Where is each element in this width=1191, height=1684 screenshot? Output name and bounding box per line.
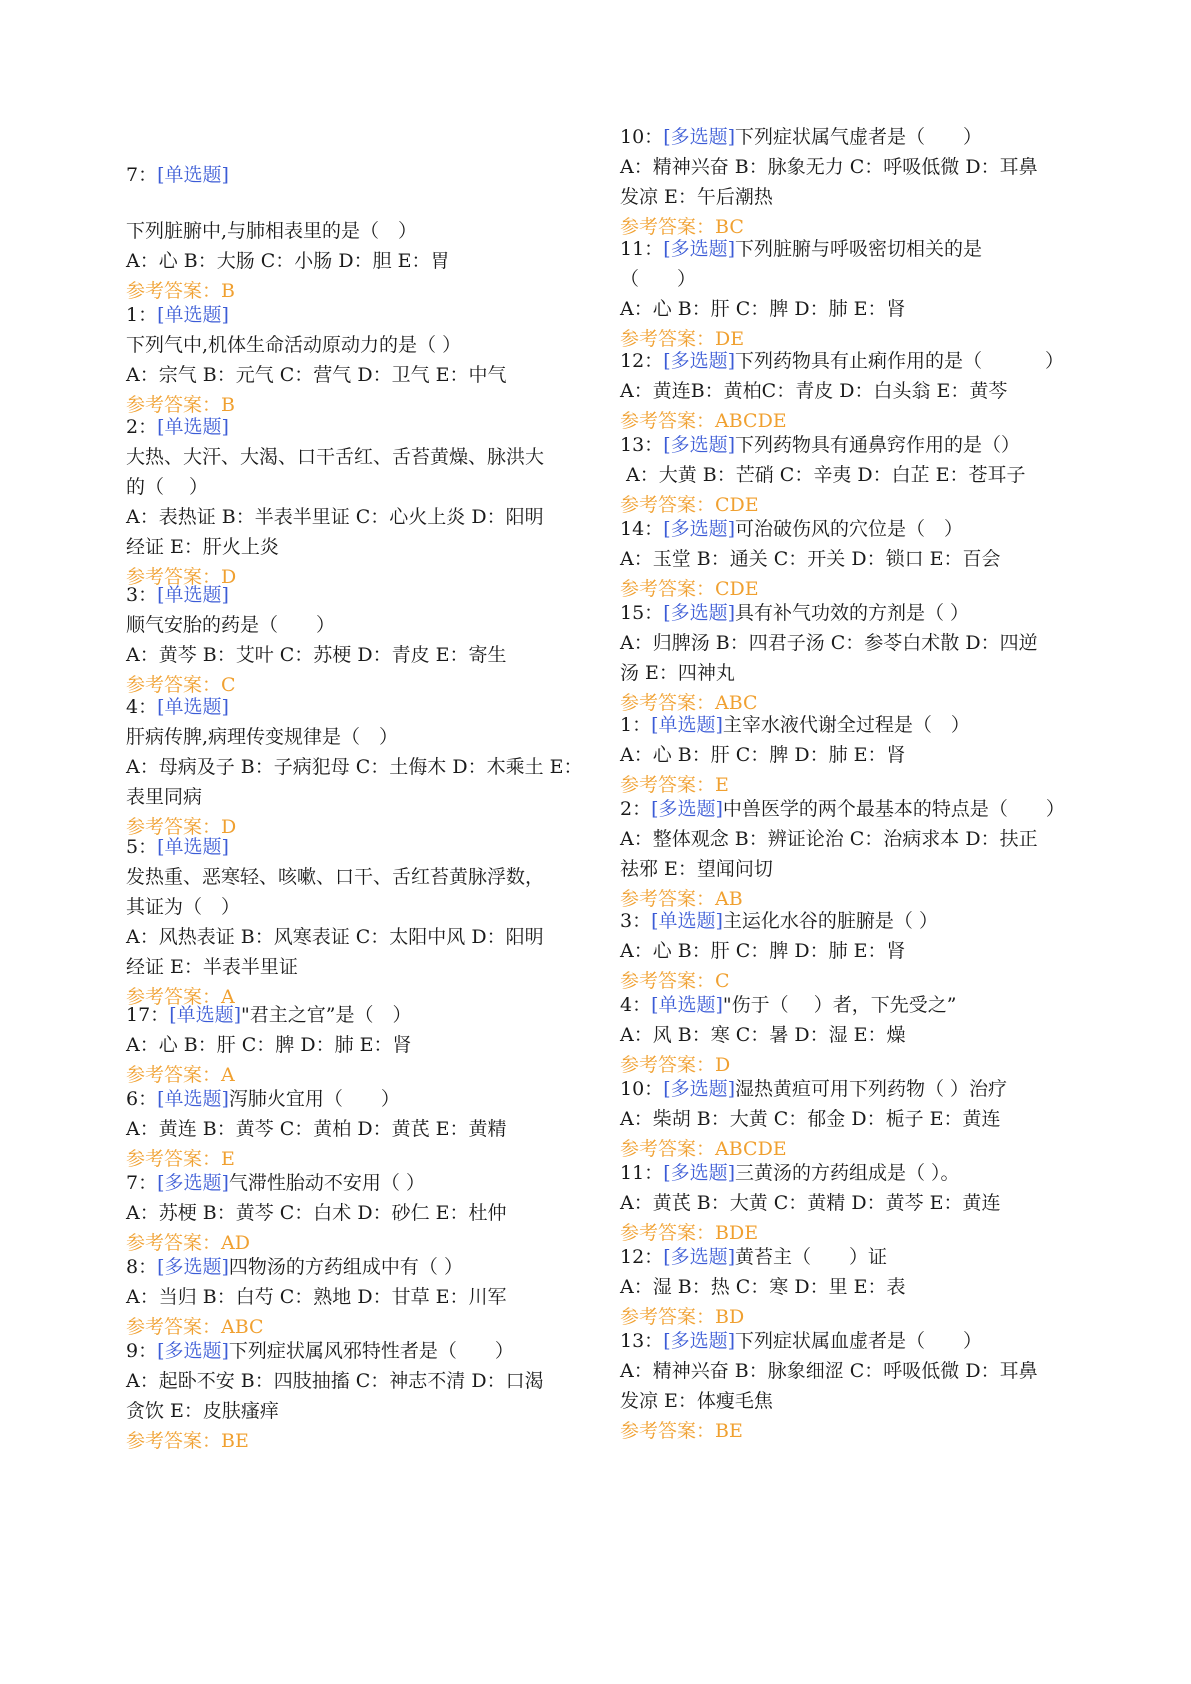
question-options: A：表热证 B：半表半里证 C：心火上炎 D：阳明 经证 E：肝火上炎 [126, 506, 544, 558]
question-item [620, 794, 1090, 914]
question-type-tag: [单选题] [157, 836, 229, 858]
question-header [620, 990, 1090, 1020]
question-stem: 下列症状属血虚者是（ ） [735, 1330, 983, 1352]
question-item [620, 514, 1090, 604]
question-item [620, 598, 1090, 718]
question-number: 14： [620, 518, 664, 540]
question-header [620, 346, 1090, 376]
question-options: A：风 B：寒 C：暑 D：湿 E：燥 [620, 1024, 906, 1046]
question-number: 5： [126, 836, 158, 858]
question-stem: 黄苔主（ ）证 [735, 1246, 888, 1268]
question-stem: 具有补气功效的方剂是（ ） [735, 602, 970, 624]
question-number: 1： [126, 304, 158, 326]
question-item [620, 1242, 1090, 1332]
question-type-tag: [多选题] [663, 602, 736, 624]
reference-answer: 参考答案：ABC [620, 692, 758, 714]
question-type-tag: [单选题] [651, 910, 723, 932]
question-options: A：黄芩 B：艾叶 C：苏梗 D：青皮 E：寄生 [126, 644, 507, 666]
question-header [126, 1000, 596, 1030]
question-item [126, 160, 596, 306]
question-item [126, 832, 596, 1012]
question-header [620, 1074, 1090, 1104]
question-stem: 湿热黄疸可用下列药物（ ）治疗 [735, 1078, 1008, 1100]
question-item [620, 906, 1090, 996]
question-item [620, 990, 1090, 1080]
question-stem: 下列脏腑与呼吸密切相关的是 （ ） [620, 238, 983, 290]
question-item [620, 234, 1090, 354]
question-header [620, 1242, 1090, 1272]
question-options: A：湿 B：热 C：寒 D：里 E：表 [620, 1276, 906, 1298]
reference-answer: 参考答案：BDE [620, 1222, 759, 1244]
reference-answer: 参考答案：ABCDE [620, 1138, 787, 1160]
question-header [620, 906, 1090, 936]
question-item [126, 1000, 596, 1090]
reference-answer: 参考答案：A [126, 986, 235, 1008]
reference-answer: 参考答案：BE [620, 1420, 743, 1442]
reference-answer: 参考答案：ABCDE [620, 410, 787, 432]
question-number: 10： [620, 126, 664, 148]
question-header [126, 160, 596, 190]
question-options: A：心 B：肝 C：脾 D：肺 E：肾 [620, 940, 906, 962]
question-number: 6： [126, 1088, 158, 1110]
question-number: 17： [126, 1004, 170, 1026]
reference-answer: 参考答案：D [126, 566, 237, 588]
question-header [126, 300, 596, 330]
question-type-tag: [多选题] [663, 1330, 736, 1352]
reference-answer: 参考答案：CDE [620, 494, 759, 516]
question-options: A：心 B：肝 C：脾 D：肺 E：肾 [126, 1034, 412, 1056]
question-options: A：玉堂 B：通关 C：开关 D：锁口 E：百会 [620, 548, 1001, 570]
question-item [126, 692, 596, 842]
question-options: A：心 B：肝 C：脾 D：肺 E：肾 [620, 298, 906, 320]
question-stem: 主运化水谷的脏腑是（ ） [722, 910, 938, 932]
question-type-tag: [单选题] [651, 714, 723, 736]
question-type-tag: [单选题] [157, 164, 229, 186]
reference-answer: 参考答案：B [126, 394, 235, 416]
question-stem-block: 发热重、恶寒轻、咳嗽、口干、舌红苔黄脉浮数， 其证为（ ） [126, 866, 545, 918]
question-item [126, 300, 596, 420]
question-header [620, 1326, 1090, 1356]
question-number: 2： [126, 416, 158, 438]
question-item [126, 580, 596, 700]
question-stem: 气滞性胎动不安用（ ） [228, 1172, 425, 1194]
question-type-tag: [单选题] [157, 304, 229, 326]
question-number: 11： [620, 1162, 664, 1184]
question-item [126, 1336, 596, 1456]
question-number: 3： [620, 910, 652, 932]
question-item [126, 1168, 596, 1258]
question-type-tag: [多选题] [651, 798, 723, 820]
question-item [620, 430, 1090, 520]
question-header [620, 234, 1090, 294]
question-header [126, 580, 596, 610]
question-item [620, 1326, 1090, 1446]
reference-answer: 参考答案：BC [620, 216, 744, 238]
question-number: 3： [126, 584, 158, 606]
question-item [126, 1084, 596, 1174]
question-options: A：归脾汤 B：四君子汤 C：参苓白术散 D：四逆 汤 E：四神丸 [620, 632, 1038, 684]
question-type-tag: [多选题] [663, 1246, 736, 1268]
question-stem: 三黄汤的方药组成是（ ）。 [735, 1162, 960, 1184]
question-header [620, 1158, 1090, 1188]
question-options: A：心 B：肝 C：脾 D：肺 E：肾 [620, 744, 906, 766]
question-options: A：母病及子 B：子病犯母 C：土侮木 D：木乘土 E： 表里同病 [126, 756, 583, 808]
question-type-tag: [单选题] [169, 1004, 242, 1026]
question-header [126, 692, 596, 722]
spacer [126, 190, 596, 216]
question-type-tag: [多选题] [663, 350, 736, 372]
question-stem: 泻肺火宜用（ ） [228, 1088, 400, 1110]
reference-answer: 参考答案：BD [620, 1306, 745, 1328]
reference-answer: 参考答案：AD [126, 1232, 250, 1254]
question-header [126, 1084, 596, 1114]
question-header [126, 1252, 596, 1282]
reference-answer: 参考答案：BE [126, 1430, 249, 1452]
question-stem: 下列症状属风邪特性者是（ ） [228, 1340, 514, 1362]
question-type-tag: [多选题] [157, 1340, 229, 1362]
question-number: 2： [620, 798, 652, 820]
question-type-tag: [单选题] [157, 584, 229, 606]
question-options: A：整体观念 B：辨证论治 C：治病求本 D：扶正 祛邪 E：望闻问切 [620, 828, 1038, 880]
question-item [126, 412, 596, 592]
question-number: 11： [620, 238, 664, 260]
question-options: A：黄连B：黄柏C：青皮 D：白头翁 E：黄芩 [620, 380, 1008, 402]
question-header [620, 598, 1090, 628]
question-stem: 四物汤的方药组成中有（ ） [228, 1256, 463, 1278]
question-header [620, 122, 1090, 152]
question-stem: 中兽医学的两个最基本的特点是（ ） [722, 798, 1065, 820]
question-type-tag: [多选题] [157, 1256, 229, 1278]
reference-answer: 参考答案：B [126, 280, 235, 302]
question-header [126, 1168, 596, 1198]
question-header [620, 430, 1090, 460]
question-number: 4： [620, 994, 652, 1016]
question-item [620, 122, 1090, 242]
question-number: 10： [620, 1078, 664, 1100]
question-type-tag: [多选题] [663, 1078, 736, 1100]
reference-answer: 参考答案：A [126, 1064, 235, 1086]
reference-answer: 参考答案：E [620, 774, 729, 796]
reference-answer: 参考答案：ABC [126, 1316, 264, 1338]
question-type-tag: [多选题] [663, 434, 736, 456]
question-number: 1： [620, 714, 652, 736]
question-item [620, 1074, 1090, 1164]
question-type-tag: [多选题] [663, 238, 736, 260]
question-options: A：苏梗 B：黄芩 C：白术 D：砂仁 E：杜仲 [126, 1202, 507, 1224]
question-type-tag: [多选题] [157, 1172, 229, 1194]
question-number: 4： [126, 696, 158, 718]
reference-answer: 参考答案：CDE [620, 578, 759, 600]
question-options: A：柴胡 B：大黄 C：郁金 D：栀子 E：黄连 [620, 1108, 1001, 1130]
question-item [620, 710, 1090, 800]
question-options: A：精神兴奋 B：脉象无力 C：呼吸低微 D：耳鼻 发凉 E：午后潮热 [620, 156, 1038, 208]
question-stem-block: 下列气中,机体生命活动原动力的是（ ） [126, 334, 462, 356]
question-type-tag: [单选题] [157, 696, 229, 718]
question-header [126, 1336, 596, 1366]
question-header [126, 832, 596, 862]
question-stem: "君主之官”是（ ） [241, 1004, 412, 1026]
question-type-tag: [多选题] [663, 518, 736, 540]
question-stem-block: 下列脏腑中,与肺相表里的是（ ） [126, 220, 418, 242]
question-options: A：精神兴奋 B：脉象细涩 C：呼吸低微 D：耳鼻 发凉 E：体瘦毛焦 [620, 1360, 1038, 1412]
question-options: A：起卧不安 B：四肢抽搐 C：神志不清 D：口渴 贪饮 E：皮肤瘙痒 [126, 1370, 544, 1422]
question-number: 12： [620, 350, 664, 372]
question-number: 7： [126, 1172, 158, 1194]
question-item [126, 1252, 596, 1342]
question-header [620, 710, 1090, 740]
question-header [126, 412, 596, 442]
reference-answer: 参考答案：DE [620, 328, 745, 350]
question-stem-block: 肝病传脾,病理传变规律是（ ） [126, 726, 399, 748]
question-number: 13： [620, 1330, 664, 1352]
question-options: A：当归 B：白芍 C：熟地 D：甘草 E：川军 [126, 1286, 507, 1308]
question-type-tag: [单选题] [651, 994, 723, 1016]
reference-answer: 参考答案：AB [620, 888, 743, 910]
question-type-tag: [多选题] [663, 126, 736, 148]
question-header [620, 514, 1090, 544]
question-options: A：宗气 B：元气 C：营气 D：卫气 E：中气 [126, 364, 507, 386]
question-stem: 可治破伤风的穴位是（ ） [735, 518, 964, 540]
question-stem: 主宰水液代谢全过程是（ ） [722, 714, 970, 736]
question-options: A：风热表证 B：风寒表证 C：太阳中风 D：阳明 经证 E：半表半里证 [126, 926, 544, 978]
question-options: A：黄连 B：黄芩 C：黄柏 D：黄芪 E：黄精 [126, 1118, 507, 1140]
question-stem: 下列药物具有止痢作用的是（ ） [735, 350, 1065, 372]
reference-answer: 参考答案：E [126, 1148, 235, 1170]
question-number: 9： [126, 1340, 158, 1362]
question-number: 15： [620, 602, 664, 624]
question-stem: 下列药物具有通鼻窍作用的是（） [735, 434, 1021, 456]
question-stem: 下列症状属气虚者是（ ） [735, 126, 983, 148]
question-item [620, 346, 1090, 436]
question-number: 8： [126, 1256, 158, 1278]
reference-answer: 参考答案：C [620, 970, 730, 992]
question-type-tag: [多选题] [663, 1162, 736, 1184]
question-number: 13： [620, 434, 664, 456]
question-stem-block: 顺气安胎的药是（ ） [126, 614, 336, 636]
question-type-tag: [单选题] [157, 1088, 229, 1110]
reference-answer: 参考答案：C [126, 674, 236, 696]
reference-answer: 参考答案：D [620, 1054, 731, 1076]
question-header [620, 794, 1090, 824]
question-number: 7： [126, 164, 158, 186]
question-options: A：大黄 B：芒硝 C：辛夷 D：白芷 E：苍耳子 [620, 464, 1026, 486]
question-options: A：黄芪 B：大黄 C：黄精 D：黄芩 E：黄连 [620, 1192, 1001, 1214]
question-stem: "伤于（ ）者，下先受之” [722, 994, 957, 1016]
question-type-tag: [单选题] [157, 416, 229, 438]
question-options: A：心 B：大肠 C：小肠 D：胆 E：胃 [126, 250, 450, 272]
question-item [620, 1158, 1090, 1248]
question-stem-block: 大热、大汗、大渴、口干舌红、舌苔黄燥、脉洪大 的（ ） [126, 446, 545, 498]
reference-answer: 参考答案：D [126, 816, 237, 838]
question-number: 12： [620, 1246, 664, 1268]
